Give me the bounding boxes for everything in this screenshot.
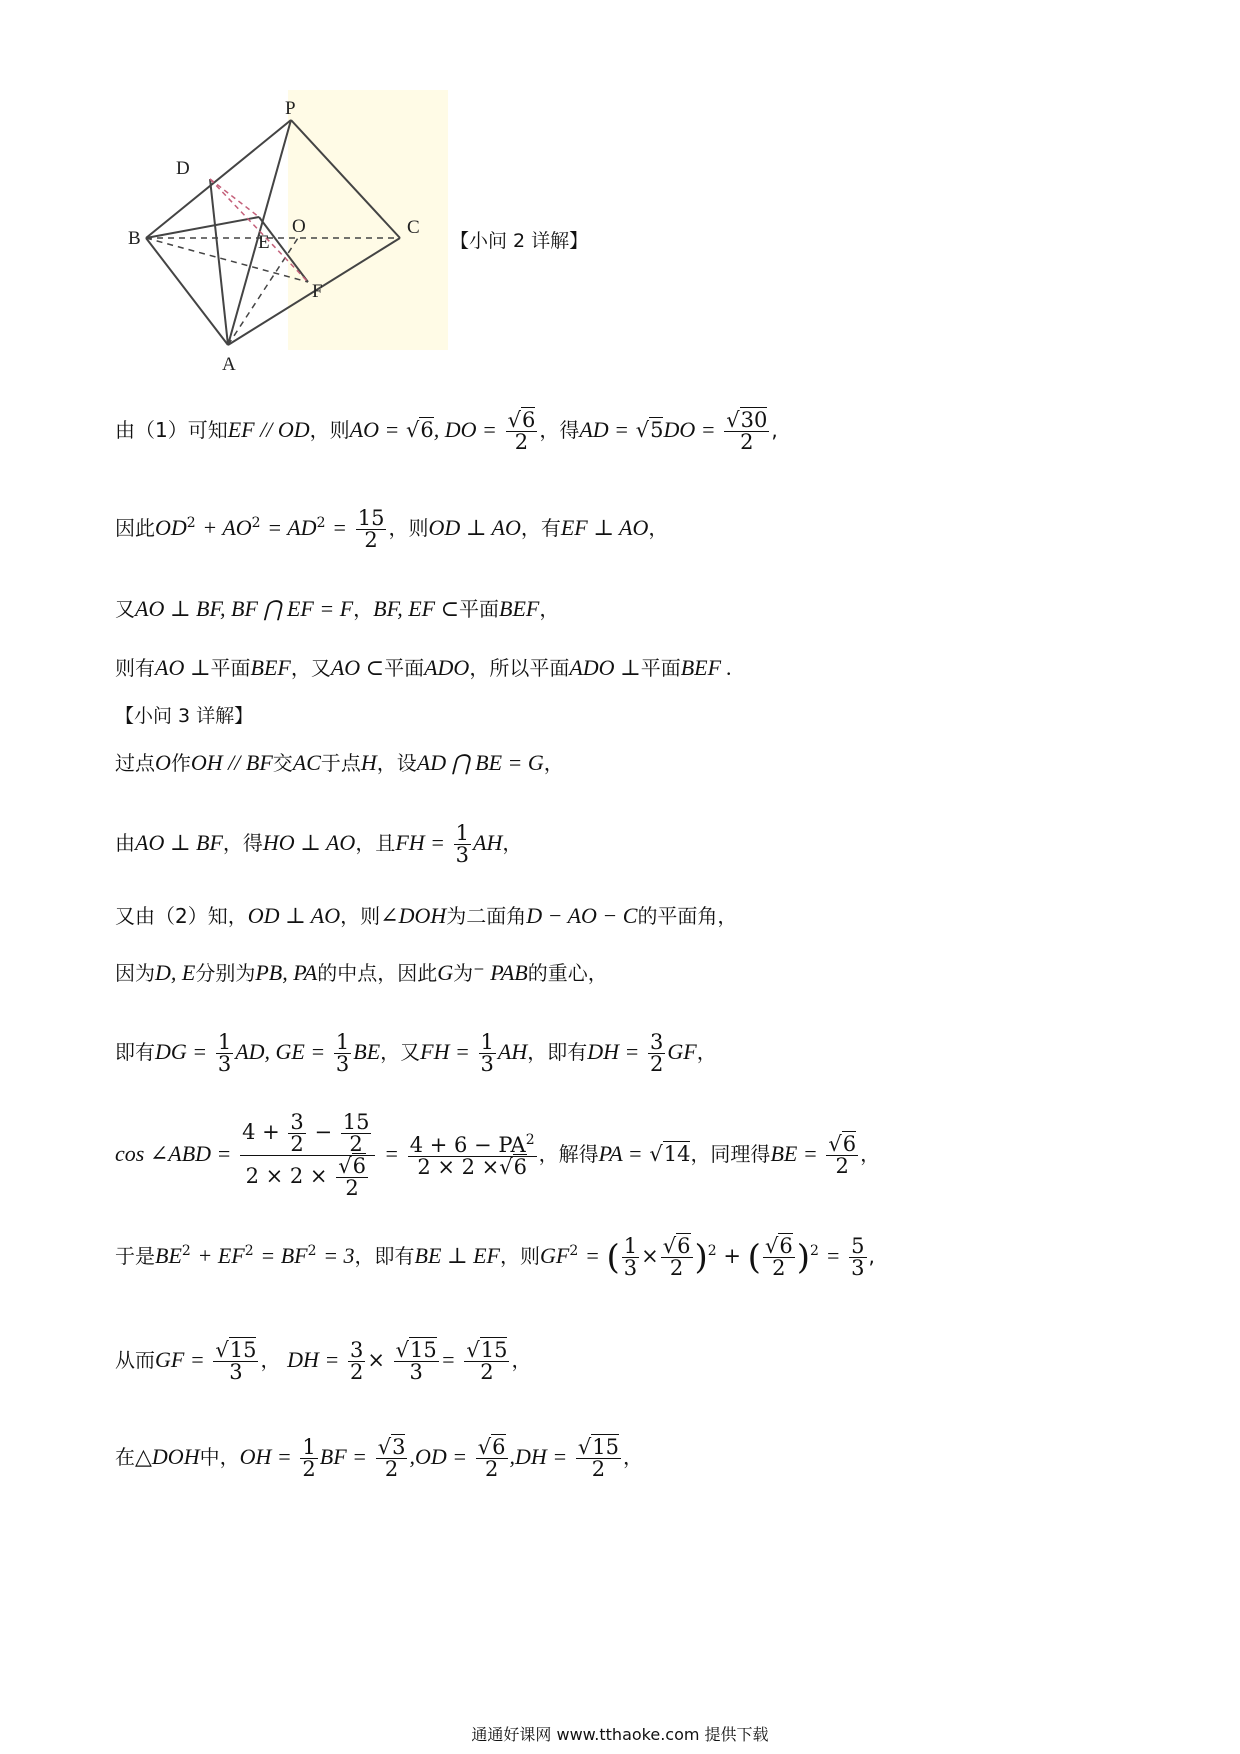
watermark-background (288, 90, 448, 350)
line-2: 因此$OD^2 + AO^2 = AD^2$ = $\frac{15}{2}$ ，则OD ⊥ AO，有EF ⊥ AO， (115, 506, 669, 552)
label-B: B (128, 228, 141, 249)
label-C: C (407, 217, 420, 238)
line-3: 又AO ⊥ BF, BF ⋂ EF = F，BF, EF ⊂平面BEF， (115, 596, 560, 621)
line-5: 过点O作OH // BF交AC于点H，设AD ⋂ BE = G， (115, 750, 564, 775)
line-1: 由（1）可知EF // OD，则AO = √6, DO = $\frac{√6}{2}$ ，得AD = √5DO = $\frac{√30}{2}$ , (115, 408, 778, 454)
edge-B-E (146, 217, 259, 238)
label-A: A (222, 354, 236, 375)
edge-D-E (210, 179, 259, 217)
label-O: O (292, 216, 306, 237)
heading-q3: 【小问 3 详解】 (115, 705, 254, 727)
edge-P-B (146, 120, 291, 238)
heading-q2: 【小问 2 详解】 (450, 230, 589, 252)
line-10: cos ∠ABD = 4 + $\frac{3}{2}$ − $\frac{15}{2}$ 2 × 2 × $\frac{√6}{2}$ = $\frac{4 + 6 - PA^2}{2 \times 2 \times√6}$ ，解得PA = √14，同理得BE = $\frac{√6}{2}$ ， (115, 1110, 881, 1200)
line-4: 则有AO ⊥平面BEF，又AO ⊂平面ADO，所以平面ADO ⊥平面BEF . (115, 655, 733, 680)
page-footer: 通通好课网 www.tthaoke.com 提供下载 (471, 1725, 769, 1744)
label-E: E (258, 232, 270, 253)
label-P: P (285, 98, 296, 119)
edge-B-A (146, 238, 228, 345)
line-8: 因为D, E分别为PB, PA的中点，因此G为⁻ PAB的重心， (115, 960, 608, 985)
label-F: F (312, 281, 323, 302)
edge-D-A (210, 179, 228, 345)
line-12: 从而GF = $\frac{√15}{3}$ ， DH = $\frac{3}{2}$ × $\frac{√15}{3}$ = $\frac{√15}{2}$ ， (115, 1338, 532, 1384)
line-6: 由AO ⊥ BF，得HO ⊥ AO，且FH = $\frac{1}{3}$ AH， (115, 821, 523, 867)
line-13: 在△DOH中，OH = $\frac{1}{2}$ BF = $\frac{√3}{2}$ ,OD = $\frac{√6}{2}$ ,DH = $\frac{√15}{2}$ ， (115, 1435, 643, 1481)
line-9: 即有DG = $\frac{1}{3}$ AD, GE = $\frac{1}{3}$ BE，又FH = $\frac{1}{3}$ AH，即有DH = $\frac{3}{2}$ GF， (115, 1030, 717, 1076)
line-11: 于是$BE^2 + EF^2 = BF^2 = 3$，即有BE ⊥ EF，则$GF^2$ = ( $\frac{1}{3}$ × $\frac{√6}{2}$ )$^2$ + ( $\frac{√6}{2}$ )$^2$ = $\frac{5}{3}$ , (115, 1234, 875, 1280)
line-7: 又由（2）知，OD ⊥ AO，则∠DOH为二面角D − AO − C的平面角， (115, 903, 738, 928)
label-D: D (176, 158, 190, 179)
geometry-figure (128, 90, 448, 380)
